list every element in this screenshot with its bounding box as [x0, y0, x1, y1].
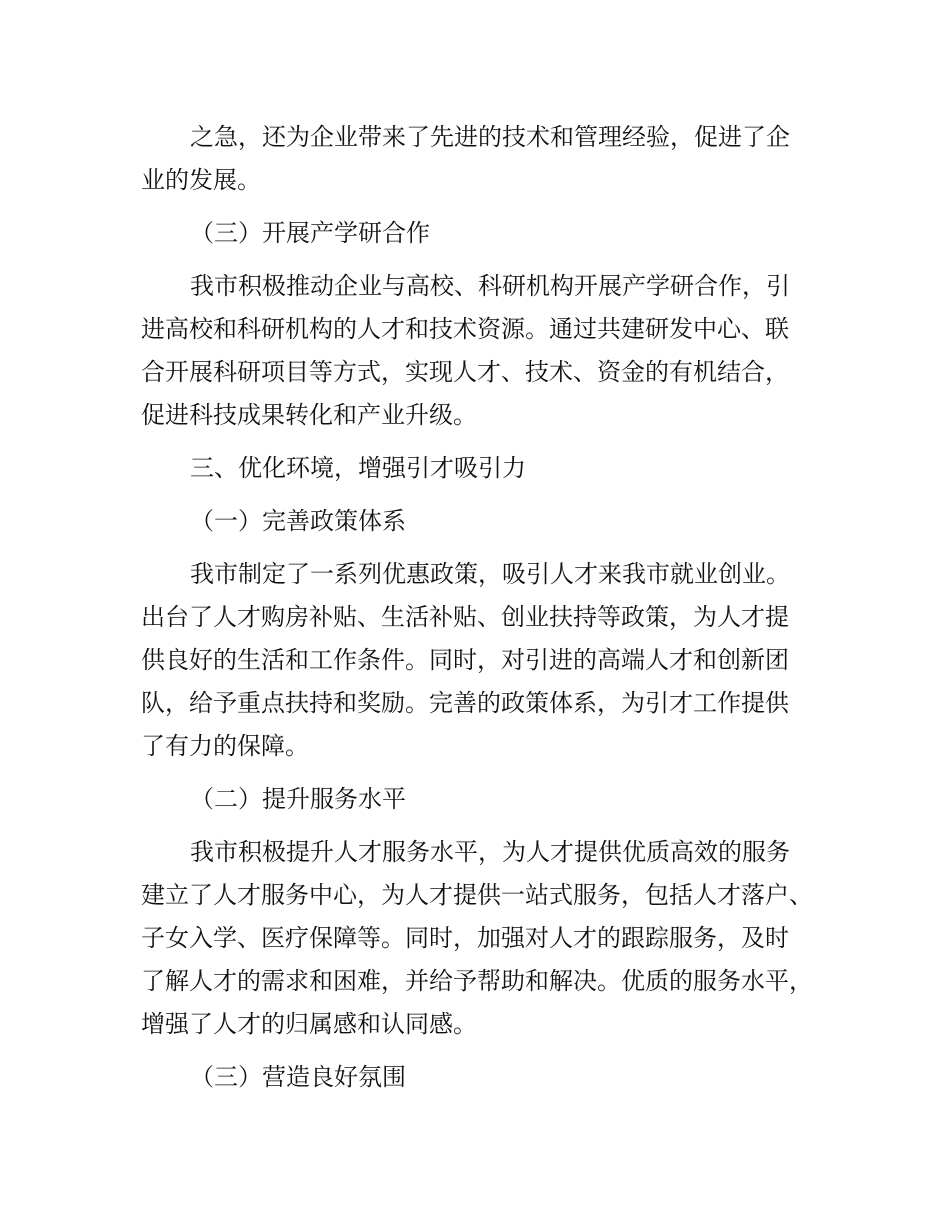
- section-heading: [141, 212, 831, 255]
- text-line: 增强了人才的归属感和认同感。: [141, 1010, 477, 1038]
- text-line: （一）完善政策体系: [190, 507, 406, 535]
- text-line: 我市积极推动企业与高校、科研机构开展产学研合作，引: [190, 272, 790, 300]
- section-heading: [141, 778, 831, 821]
- text-line: 子女入学、医疗保障等。同时，加强对人才的跟踪服务，及时: [141, 924, 789, 952]
- text-line: 供良好的生活和工作条件。同时，对引进的高端人才和创新团: [141, 646, 789, 674]
- text-line: 三、优化环境，增强引才吸引力: [190, 454, 526, 482]
- text-line: 队，给予重点扶持和奖励。完善的政策体系，为引才工作提供: [141, 689, 789, 717]
- text-line: 出台了人才购房补贴、生活补贴、创业扶持等政策，为人才提: [141, 603, 789, 631]
- body-paragraph: [141, 831, 831, 1046]
- text-line: 之急，还为企业带来了先进的技术和管理经验，促进了企: [190, 123, 790, 151]
- text-line: 合开展科研项目等方式，实现人才、技术、资金的有机结合，: [141, 358, 789, 386]
- section-heading: [141, 1056, 831, 1099]
- text-line: （三）开展产学研合作: [190, 219, 430, 247]
- text-line: 促进科技成果转化和产业升级。: [141, 401, 477, 429]
- text-line: 我市制定了一系列优惠政策，吸引人才来我市就业创业。: [190, 560, 790, 588]
- text-line: 我市积极提升人才服务水平，为人才提供优质高效的服务: [190, 838, 790, 866]
- text-line: 业的发展。: [141, 166, 261, 194]
- body-paragraph: [141, 553, 831, 768]
- document-page: [141, 116, 831, 1109]
- text-line: 了有力的保障。: [141, 732, 309, 760]
- text-line: （三）营造良好氛围: [190, 1063, 406, 1091]
- section-heading: [141, 447, 831, 490]
- text-line: 了解人才的需求和困难，并给予帮助和解决。优质的服务水平，: [141, 967, 813, 995]
- text-line: （二）提升服务水平: [190, 785, 406, 813]
- body-paragraph: [141, 116, 831, 202]
- text-line: 建立了人才服务中心，为人才提供一站式服务，包括人才落户、: [141, 881, 813, 909]
- section-heading: [141, 500, 831, 543]
- body-paragraph: [141, 265, 831, 437]
- text-line: 进高校和科研机构的人才和技术资源。通过共建研发中心、联: [141, 315, 789, 343]
